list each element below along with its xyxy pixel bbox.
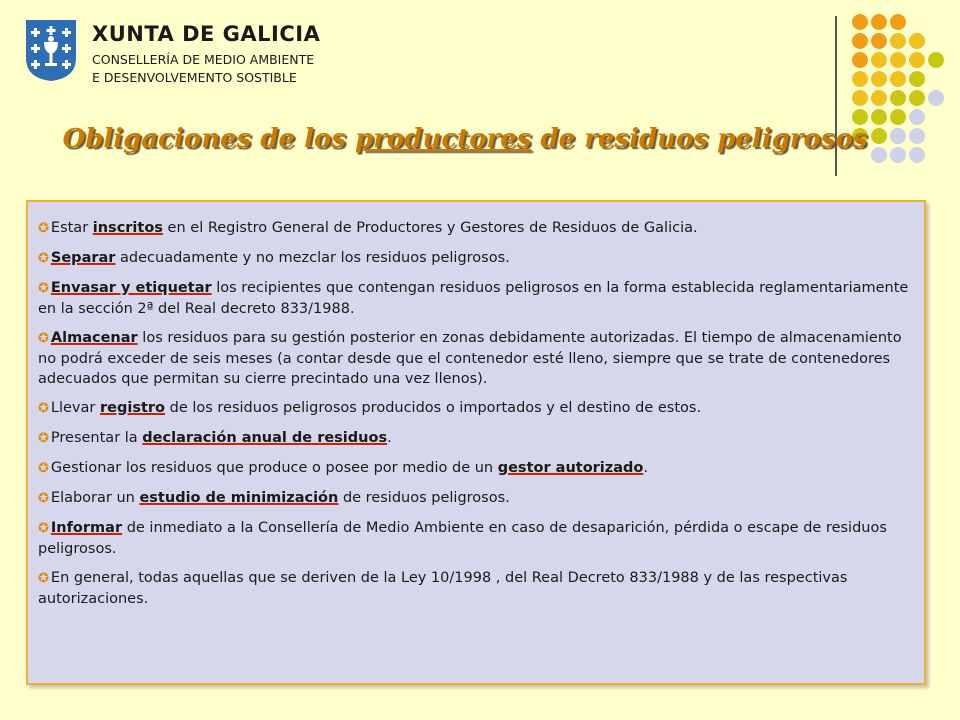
dot <box>890 90 906 106</box>
bullet-icon: ✪ <box>38 251 49 266</box>
bullet-icon: ✪ <box>38 461 49 476</box>
dot <box>871 109 887 125</box>
item-term: inscritos <box>92 220 163 236</box>
list-item <box>38 278 910 319</box>
item-term: gestor autorizado <box>497 460 644 476</box>
item-text: En general, todas aquellas que se deriven de la Ley 10/1998 , del Real Decreto 833/1988 y de las respectivas autorizaciones. <box>38 570 848 607</box>
dot <box>928 52 944 68</box>
list-item <box>38 398 910 419</box>
list-item <box>38 488 910 509</box>
bullet-icon: ✪ <box>38 571 49 586</box>
list-item <box>38 428 910 449</box>
galicia-shield-icon <box>24 18 78 82</box>
xunta-logo <box>24 18 364 98</box>
dot <box>890 33 906 49</box>
list-item <box>38 518 910 559</box>
dot <box>852 71 868 87</box>
item-text: los recipientes que contengan residuos peligrosos en la forma establecida reglamentariamente en la sección 2ª del Real decreto 833/1988. <box>38 280 909 317</box>
dot <box>871 71 887 87</box>
item-term: Informar <box>50 520 123 536</box>
dot <box>852 33 868 49</box>
dot <box>852 90 868 106</box>
item-text: Estar <box>50 220 93 236</box>
dot <box>928 90 944 106</box>
item-term: estudio de minimización <box>139 490 339 506</box>
dot <box>890 14 906 30</box>
bullet-icon: ✪ <box>38 521 49 536</box>
list-item <box>38 248 910 269</box>
bullet-icon: ✪ <box>38 401 49 416</box>
item-text: adecuadamente y no mezclar los residuos peligrosos. <box>115 250 510 266</box>
item-text: de inmediato a la Consellería de Medio Ambiente en caso de desaparición, pérdida o escape de residuos peligrosos. <box>38 520 887 557</box>
item-term: Envasar y etiquetar <box>50 280 212 296</box>
list-item <box>38 328 910 389</box>
item-term: registro <box>99 400 165 416</box>
item-text: Elaborar un <box>50 490 140 506</box>
item-text: Llevar <box>50 400 100 416</box>
dot <box>852 52 868 68</box>
item-text: de residuos peligrosos. <box>338 490 510 506</box>
dot <box>871 33 887 49</box>
dot <box>871 52 887 68</box>
dot <box>852 109 868 125</box>
item-text: Gestionar los residuos que produce o posee por medio de un <box>50 460 498 476</box>
org-name: XUNTA DE GALICIA <box>92 22 321 46</box>
dot <box>852 14 868 30</box>
bullet-icon: ✪ <box>38 221 49 236</box>
department-line-1: CONSELLERÍA DE MEDIO AMBIENTE <box>92 52 315 67</box>
title-part-1: Obligaciones de los <box>62 124 356 154</box>
obligations-panel <box>26 200 926 685</box>
item-term: Separar <box>50 250 116 266</box>
item-text: Presentar la <box>50 430 143 446</box>
dot <box>871 90 887 106</box>
dot <box>909 33 925 49</box>
list-item <box>38 458 910 479</box>
item-text: . <box>387 430 392 446</box>
department-line-2: E DESENVOLVEMENTO SOSTIBLE <box>92 70 297 85</box>
page-title <box>0 124 930 154</box>
title-part-2: de residuos peligrosos <box>531 124 868 154</box>
bullet-icon: ✪ <box>38 431 49 446</box>
dot <box>871 14 887 30</box>
dot <box>909 52 925 68</box>
dot <box>890 109 906 125</box>
bullet-icon: ✪ <box>38 331 49 346</box>
dot <box>909 109 925 125</box>
title-underlined-word: productores <box>355 124 532 154</box>
dot <box>909 71 925 87</box>
item-text: los residuos para su gestión posterior en zonas debidamente autorizadas. El tiempo de almacenamiento no podrá exceder de seis meses (a contar desde que el contenedor esté lleno, siempre que se trate de contenedores adecuados que permitan su cierre precintado una vez llenos). <box>38 330 902 387</box>
dot <box>890 71 906 87</box>
item-text: de los residuos peligrosos producidos o importados y el destino de estos. <box>165 400 702 416</box>
item-text: . <box>643 460 648 476</box>
list-item <box>38 568 910 609</box>
list-item <box>38 218 910 239</box>
item-term: Almacenar <box>50 330 138 346</box>
dot <box>890 52 906 68</box>
item-text: en el Registro General de Productores y Gestores de Residuos de Galicia. <box>162 220 698 236</box>
dot <box>909 90 925 106</box>
item-term: declaración anual de residuos <box>142 430 388 446</box>
bullet-icon: ✪ <box>38 491 49 506</box>
bullet-icon: ✪ <box>38 281 49 296</box>
